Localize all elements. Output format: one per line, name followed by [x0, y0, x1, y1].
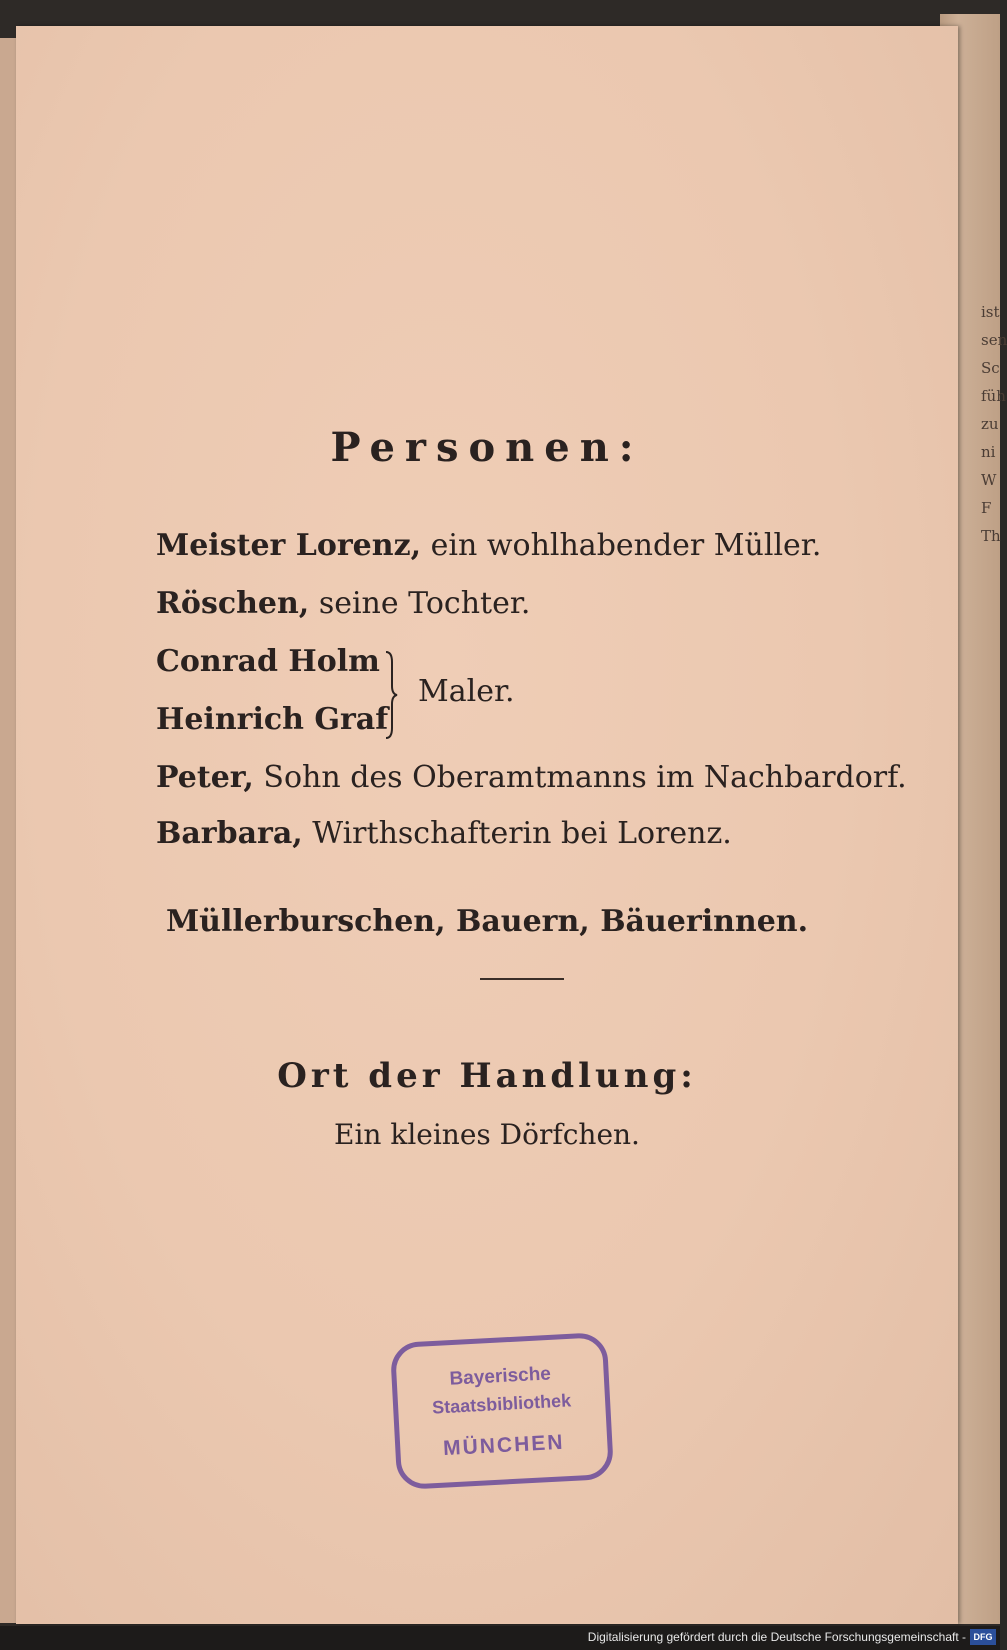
extras-line: Müllerburschen, Bauern, Bäuerinnen. [165, 904, 809, 939]
role-name: Röschen, [156, 586, 310, 621]
role-entry [156, 586, 530, 621]
role-description: Wirthschafterin bei Lorenz. [312, 816, 732, 851]
role-description: seine Tochter. [318, 586, 531, 621]
place-text: Ein kleines Dörfchen. [334, 1118, 640, 1151]
next-page-text-fragments [981, 298, 1007, 550]
role-entry [156, 644, 380, 679]
footer-credit: Digitalisierung gefördert durch die Deutsche Forschungsgemeinschaft - [587, 1630, 966, 1644]
role-name: Barbara, [156, 816, 303, 851]
edge-letter: sen [981, 331, 1007, 349]
book-page [16, 26, 958, 1624]
role-description: Sohn des Oberamtmanns im Nachbardorf. [263, 760, 907, 795]
role-name: Peter, [156, 760, 254, 795]
stamp-line: MÜNCHEN [442, 1430, 565, 1461]
curly-brace [384, 650, 398, 740]
page-heading: Personen: [330, 424, 644, 471]
edge-letter: F [981, 499, 992, 517]
role-entry [156, 816, 732, 851]
library-stamp [388, 1330, 616, 1491]
edge-letter: Th [981, 527, 1001, 545]
role-name: Meister Lorenz, [156, 528, 422, 563]
edge-letter: zu [981, 415, 999, 433]
edge-letter: füh [981, 387, 1006, 405]
edge-letter: ni [981, 443, 996, 461]
divider [480, 978, 564, 980]
stamp-line: Staatsbibliothek [431, 1390, 572, 1418]
role-entry [156, 760, 907, 795]
role-description: ein wohlhabender Müller. [430, 528, 822, 563]
role-name: Heinrich Graf [156, 702, 389, 737]
role-entry [156, 702, 388, 737]
brace-label: Maler. [418, 674, 515, 709]
edge-letter: ist [981, 303, 1000, 321]
dfg-logo: DFG [970, 1629, 996, 1645]
role-entry [156, 528, 821, 563]
place-heading: Ort der Handlung: [277, 1056, 697, 1096]
digitization-footer [0, 1626, 1000, 1650]
role-name: Conrad Holm [156, 644, 380, 679]
stamp-line: Bayerische [449, 1363, 552, 1390]
edge-letter: Sc [981, 359, 1000, 377]
edge-letter: W [981, 471, 997, 489]
